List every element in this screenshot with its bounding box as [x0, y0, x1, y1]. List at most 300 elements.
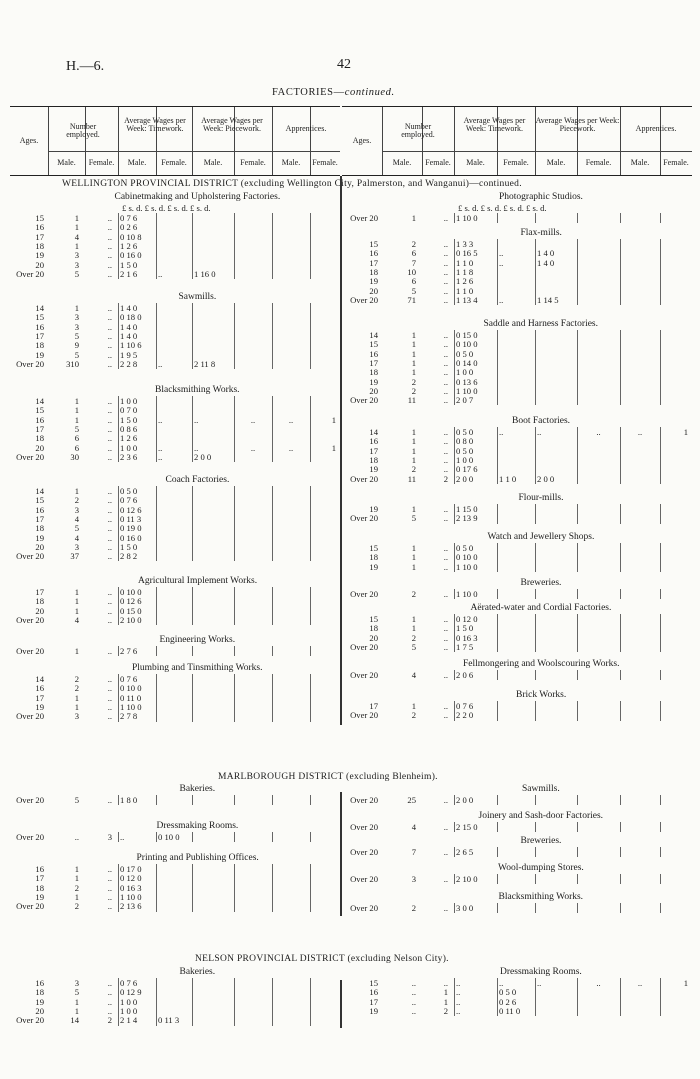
table-row	[10, 796, 340, 805]
header-male: Male.	[57, 158, 76, 167]
female-employed-cell: ..	[443, 552, 448, 563]
table-row	[10, 865, 340, 874]
male-timework-wage-cell: ..	[456, 996, 461, 1007]
male-timework-wage-cell: 0 5 0	[120, 486, 138, 496]
age-cell: 15	[35, 405, 44, 416]
header-ages: Ages.	[352, 136, 372, 145]
table-row	[342, 875, 692, 884]
male-piecework-wage-cell: 1 4 0	[537, 248, 555, 259]
male-timework-wage-cell: 2 13 6	[120, 901, 142, 912]
male-timework-wage-cell: 2 1 6	[120, 268, 138, 279]
table-row	[10, 360, 340, 369]
table-row	[10, 270, 340, 279]
table-row	[342, 702, 692, 711]
table-row	[10, 534, 340, 543]
table-row	[10, 434, 340, 443]
age-cell: 14	[369, 427, 378, 437]
male-timework-wage-cell: ..	[120, 832, 125, 842]
female-employed-cell: ..	[107, 303, 112, 313]
female-employed-cell: ..	[443, 847, 448, 857]
table-row	[10, 332, 340, 341]
male-timework-wage-cell: 2 7 6	[120, 646, 138, 656]
male-timework-wage-cell: 1 10 0	[120, 891, 142, 902]
male-employed-cell: 1	[74, 405, 79, 416]
age-cell: Over 20	[16, 646, 44, 656]
female-employed-cell: ..	[107, 222, 112, 233]
male-apprentices-cell: ..	[288, 442, 294, 453]
male-timework-wage-cell: 0 10 0	[456, 552, 478, 563]
male-employed-cell: 2	[411, 589, 416, 599]
age-cell: Over 20	[16, 711, 44, 722]
section-title: Sawmills.	[178, 292, 217, 302]
age-cell: 15	[369, 978, 378, 988]
male-timework-wage-cell: 0 5 0	[456, 348, 474, 359]
male-timework-wage-cell: 0 8 0	[456, 436, 474, 447]
table-row	[342, 396, 692, 405]
male-employed-cell: 1	[74, 605, 79, 616]
female-employed-cell: ..	[443, 213, 448, 223]
age-cell: 15	[369, 339, 378, 350]
table-row	[10, 304, 340, 313]
header-male: Male.	[203, 158, 223, 167]
female-timework-wage-cell: ..	[499, 427, 504, 437]
table-row	[10, 233, 340, 242]
male-timework-wage-cell: 1 10 0	[120, 701, 142, 712]
male-employed-cell: 1	[74, 996, 79, 1007]
section-title: Agricultural Implement Works.	[138, 576, 258, 586]
female-timework-wage-cell: ..	[158, 451, 163, 462]
table-row	[10, 552, 340, 561]
table-row	[10, 425, 340, 434]
table-row	[10, 988, 340, 997]
male-employed-cell: 2	[74, 674, 79, 684]
female-employed-cell: ..	[107, 978, 112, 988]
female-employed-cell: ..	[443, 445, 448, 456]
male-piecework-wage-cell: ..	[537, 427, 542, 437]
female-employed-cell: ..	[443, 874, 448, 884]
male-employed-cell: 5	[74, 795, 79, 805]
male-employed-cell: 7	[411, 257, 416, 268]
table-row	[342, 296, 692, 305]
table-row	[10, 647, 340, 656]
female-employed-cell: ..	[443, 543, 448, 553]
female-timework-wage-cell: 0 10 0	[158, 832, 180, 842]
age-cell: Over 20	[350, 670, 378, 680]
section-title: Breweries.	[520, 836, 562, 846]
male-employed-cell: 1	[411, 614, 416, 624]
male-employed-cell: 3	[74, 504, 79, 515]
age-cell: 14	[369, 330, 378, 340]
male-timework-wage-cell: 2 2 0	[456, 710, 474, 721]
female-employed-cell: ..	[107, 551, 112, 562]
section-title: Dressmaking Rooms.	[156, 821, 239, 831]
male-employed-cell: ..	[74, 832, 79, 842]
male-employed-cell: 1	[74, 240, 79, 251]
female-employed-cell: ..	[443, 339, 448, 350]
age-cell: 14	[35, 674, 44, 684]
male-timework-wage-cell: 2 15 0	[456, 822, 478, 832]
female-employed-cell: ..	[107, 312, 112, 323]
male-timework-wage-cell: 1 13 4	[456, 294, 478, 305]
age-cell: 17	[35, 873, 44, 884]
female-employed-cell: ..	[107, 330, 112, 341]
age-cell: 18	[35, 882, 44, 893]
female-piecework-wage-cell: ..	[596, 978, 601, 988]
age-cell: 20	[369, 285, 378, 296]
section-title: Wool-dumping Stores.	[498, 863, 584, 873]
female-employed-cell: ..	[443, 623, 448, 634]
table-row	[342, 634, 692, 643]
male-timework-wage-cell: 0 8 6	[120, 423, 138, 434]
male-employed-cell: 1	[74, 222, 79, 233]
male-timework-wage-cell: 1 5 0	[456, 623, 474, 634]
male-timework-wage-cell: 2 0 0	[456, 473, 474, 484]
header-female: Female.	[503, 158, 529, 167]
female-piecework-wage-cell: ..	[596, 427, 601, 437]
header-male: Male.	[630, 158, 650, 167]
age-cell: 16	[35, 321, 44, 332]
header-female: Female.	[312, 158, 338, 167]
male-timework-wage-cell: 3 0 0	[456, 903, 474, 913]
female-employed-cell: ..	[107, 268, 112, 279]
male-timework-wage-cell: 0 5 0	[456, 543, 474, 553]
male-timework-wage-cell: 2 0 0	[456, 795, 474, 805]
female-employed-cell: ..	[443, 427, 448, 437]
table-row	[342, 249, 692, 258]
male-timework-wage-cell: 0 12 6	[120, 596, 142, 607]
male-employed-cell: 5	[74, 423, 79, 434]
district-heading-marlborough: MARLBOROUGH DISTRICT (excluding Blenheim).	[218, 772, 438, 782]
table-row	[342, 350, 692, 359]
female-employed-cell: ..	[443, 504, 448, 514]
currency-units: £ s. d. £ s. d. £ s. d. £ s. d.	[458, 203, 547, 213]
table-row	[10, 223, 340, 232]
table-row	[10, 874, 340, 883]
male-employed-cell: 5	[411, 641, 416, 652]
age-cell: 18	[369, 367, 378, 378]
table-row	[10, 684, 340, 693]
male-piecework-wage-cell: ..	[194, 442, 199, 453]
section-title: Boot Factories.	[512, 416, 571, 426]
male-employed-cell: 71	[407, 294, 416, 305]
male-timework-wage-cell: 0 11 0	[120, 692, 142, 703]
male-employed-cell: 2	[411, 464, 416, 475]
age-cell: Over 20	[350, 795, 378, 805]
female-employed-cell: ..	[107, 541, 112, 552]
age-cell: 18	[369, 552, 378, 563]
female-timework-wage-cell: ..	[158, 442, 163, 453]
header-female: Female.	[585, 158, 612, 167]
header-subrule	[48, 151, 340, 152]
age-cell: 16	[35, 978, 44, 988]
table-row	[10, 416, 340, 425]
male-timework-wage-cell: 0 12 0	[456, 614, 478, 624]
age-cell: 16	[369, 436, 378, 447]
age-cell: 19	[369, 1005, 378, 1016]
table-row	[10, 487, 340, 496]
male-employed-cell: 11	[407, 395, 416, 406]
male-employed-cell: 1	[74, 596, 79, 607]
male-employed-cell: 310	[66, 358, 79, 369]
section-title: Aërated-water and Cordial Factories.	[470, 603, 612, 613]
age-cell: 17	[35, 692, 44, 703]
table-row	[10, 506, 340, 515]
female-piecework-wage-cell: ..	[250, 442, 256, 453]
male-timework-wage-cell: 1 2 6	[120, 240, 138, 251]
male-employed-cell: 4	[411, 670, 416, 680]
header-female: Female.	[425, 158, 451, 167]
female-employed-cell: ..	[443, 395, 448, 406]
male-timework-wage-cell: 1 10 0	[456, 213, 478, 223]
male-timework-wage-cell: 0 10 0	[120, 587, 142, 597]
female-employed-cell: ..	[443, 239, 448, 249]
female-employed-cell: ..	[107, 795, 112, 805]
male-timework-wage-cell: 0 10 0	[456, 339, 478, 350]
female-timework-wage-cell: ..	[158, 358, 163, 369]
female-employed-cell: ..	[107, 683, 112, 694]
male-employed-cell: 10	[407, 266, 416, 277]
male-timework-wage-cell: 0 18 0	[120, 312, 142, 323]
male-timework-wage-cell: 1 10 0	[456, 561, 478, 572]
female-employed-cell: ..	[443, 436, 448, 447]
table-row	[342, 240, 692, 249]
table-row	[342, 563, 692, 572]
table-row	[342, 447, 692, 456]
section-title: Blacksmithing Works.	[498, 892, 584, 902]
female-apprentices-cell: 1	[683, 978, 688, 988]
table-row	[10, 597, 340, 606]
male-timework-wage-cell: 0 16 3	[120, 882, 142, 893]
male-piecework-wage-cell: ..	[537, 978, 542, 988]
table-row	[10, 833, 340, 842]
table-row	[342, 904, 692, 913]
age-cell: 17	[35, 231, 44, 242]
male-timework-wage-cell: 1 7 5	[456, 641, 474, 652]
male-timework-wage-cell: 1 5 0	[120, 259, 138, 270]
table-row	[342, 287, 692, 296]
age-cell: 19	[35, 250, 44, 261]
age-cell: 20	[35, 1005, 44, 1016]
male-employed-cell: 2	[74, 495, 79, 506]
male-employed-cell: 1	[74, 213, 79, 223]
male-timework-wage-cell: 2 7 8	[120, 711, 138, 722]
male-employed-cell: 1	[411, 623, 416, 634]
age-cell: 20	[35, 259, 44, 270]
table-row	[10, 607, 340, 616]
section-title: Bakeries.	[179, 784, 216, 794]
female-employed-cell: ..	[443, 385, 448, 396]
table-row	[342, 848, 692, 857]
age-cell: 19	[35, 996, 44, 1007]
male-employed-cell: 2	[74, 882, 79, 893]
age-cell: Over 20	[350, 822, 378, 832]
male-timework-wage-cell: 1 10 0	[456, 589, 478, 599]
age-cell: Over 20	[16, 614, 44, 625]
female-employed-cell: ..	[107, 504, 112, 515]
female-employed-cell: ..	[107, 414, 112, 425]
table-row	[10, 703, 340, 712]
age-cell: 16	[369, 348, 378, 359]
header-female: Female.	[240, 158, 266, 167]
male-employed-cell: 3	[411, 874, 416, 884]
female-employed-cell: 3	[107, 832, 112, 842]
male-employed-cell: 3	[74, 978, 79, 988]
female-employed-cell: ..	[107, 605, 112, 616]
male-timework-wage-cell: 0 2 6	[120, 222, 138, 233]
female-employed-cell: ..	[107, 433, 112, 444]
female-employed-cell: ..	[107, 442, 112, 453]
female-employed-cell: ..	[107, 451, 112, 462]
section-title: Joinery and Sash-door Factories.	[478, 811, 604, 821]
age-cell: Over 20	[350, 589, 378, 599]
table-row	[10, 998, 340, 1007]
table-row	[10, 496, 340, 505]
female-employed-cell: ..	[443, 376, 448, 387]
female-employed-cell: ..	[443, 357, 448, 368]
table-row	[342, 475, 692, 484]
section-title: Plumbing and Tinsmithing Works.	[132, 663, 263, 673]
male-timework-wage-cell: 1 1 0	[456, 285, 474, 296]
table-row	[10, 444, 340, 453]
header-wages-piecework: Average Wages per Week: Piecework.	[535, 116, 620, 134]
section-title: Cabinetmaking and Upholstering Factories.	[114, 192, 281, 202]
age-cell: Over 20	[16, 832, 44, 842]
age-cell: 18	[369, 454, 378, 465]
male-employed-cell: 14	[70, 1015, 79, 1026]
age-cell: 14	[35, 303, 44, 313]
male-timework-wage-cell: 2 13 9	[456, 513, 478, 524]
female-apprentices-cell: 1	[331, 414, 336, 425]
age-cell: 17	[35, 423, 44, 434]
female-employed-cell: ..	[107, 513, 112, 524]
table-row	[10, 323, 340, 332]
age-cell: 19	[35, 891, 44, 902]
male-timework-wage-cell: 1 4 0	[120, 321, 138, 332]
male-employed-cell: 5	[74, 523, 79, 534]
header-apprentices: Apprentices.	[285, 124, 327, 133]
male-employed-cell: 6	[74, 433, 79, 444]
male-employed-cell: 1	[74, 1005, 79, 1016]
age-cell: Over 20	[16, 901, 44, 912]
table-row	[342, 259, 692, 268]
header-female: Female.	[88, 158, 115, 167]
female-employed-cell: ..	[107, 711, 112, 722]
female-employed-cell: ..	[107, 231, 112, 242]
male-piecework-wage-cell: 1 4 0	[537, 257, 555, 268]
male-employed-cell: 1	[411, 330, 416, 340]
table-row	[342, 979, 692, 988]
male-employed-cell: 1	[411, 454, 416, 465]
table-row	[10, 242, 340, 251]
age-cell: Over 20	[16, 795, 44, 805]
table-row	[342, 268, 692, 277]
header-wages-piecework: Average Wages per Week: Piecework.	[201, 116, 263, 134]
table-row	[342, 378, 692, 387]
page-number: 42	[337, 57, 351, 72]
age-cell: Over 20	[350, 641, 378, 652]
male-employed-cell: 1	[74, 486, 79, 496]
male-timework-wage-cell: 1 3 3	[456, 239, 474, 249]
female-employed-cell: ..	[443, 589, 448, 599]
table-header-left	[10, 106, 340, 176]
age-cell: 20	[35, 442, 44, 453]
female-employed-cell: 2	[443, 1005, 448, 1016]
male-timework-wage-cell: 1 1 8	[456, 266, 474, 277]
male-timework-wage-cell: 1 15 0	[456, 504, 478, 514]
male-timework-wage-cell: 0 16 0	[120, 532, 142, 543]
female-employed-cell: ..	[107, 987, 112, 998]
table-row	[10, 261, 340, 270]
age-cell: Over 20	[16, 551, 44, 562]
male-timework-wage-cell: 1 4 0	[120, 303, 138, 313]
male-employed-cell: 1	[74, 303, 79, 313]
male-piecework-wage-cell: 1 14 5	[537, 294, 559, 305]
age-cell: 17	[369, 357, 378, 368]
male-employed-cell: 4	[411, 822, 416, 832]
male-employed-cell: 1	[411, 213, 416, 223]
male-timework-wage-cell: 0 7 6	[120, 674, 138, 684]
male-employed-cell: 6	[74, 442, 79, 453]
table-row	[10, 893, 340, 902]
male-employed-cell: 3	[74, 321, 79, 332]
male-timework-wage-cell: 0 7 6	[120, 495, 138, 506]
female-employed-cell: ..	[443, 248, 448, 259]
table-row	[342, 1007, 692, 1016]
section-title: Blacksmithing Works.	[155, 385, 240, 395]
male-employed-cell: 1	[411, 445, 416, 456]
section-title: Dressmaking Rooms.	[500, 967, 582, 977]
male-employed-cell: 4	[74, 231, 79, 242]
section-title: Printing and Publishing Offices.	[136, 853, 259, 863]
male-piecework-wage-cell: ..	[194, 414, 199, 425]
age-cell: Over 20	[350, 213, 378, 223]
male-employed-cell: 3	[74, 541, 79, 552]
female-employed-cell: ..	[107, 701, 112, 712]
male-employed-cell: 2	[411, 903, 416, 913]
female-employed-cell: ..	[107, 321, 112, 332]
female-employed-cell: ..	[107, 674, 112, 684]
age-cell: 16	[369, 987, 378, 998]
male-timework-wage-cell: ..	[456, 987, 461, 998]
age-cell: 17	[35, 587, 44, 597]
female-employed-cell: ..	[443, 670, 448, 680]
male-timework-wage-cell: 1 0 0	[120, 996, 138, 1007]
table-row	[342, 711, 692, 720]
female-employed-cell: ..	[107, 240, 112, 251]
table-row	[10, 694, 340, 703]
male-timework-wage-cell: 0 14 0	[456, 357, 478, 368]
male-employed-cell: 1	[411, 504, 416, 514]
age-cell: 18	[35, 240, 44, 251]
female-employed-cell: ..	[443, 641, 448, 652]
female-employed-cell: ..	[107, 692, 112, 703]
male-timework-wage-cell: 1 0 0	[120, 442, 138, 453]
age-cell: 15	[35, 495, 44, 506]
age-cell: Over 20	[16, 451, 44, 462]
male-employed-cell: 37	[70, 551, 79, 562]
table-row	[10, 341, 340, 350]
female-employed-cell: ..	[443, 276, 448, 287]
female-employed-cell: ..	[443, 978, 448, 988]
male-timework-wage-cell: 0 12 9	[120, 987, 142, 998]
male-timework-wage-cell: 2 8 2	[120, 551, 138, 562]
male-employed-cell: 9	[74, 340, 79, 351]
female-employed-cell: ..	[443, 561, 448, 572]
male-timework-wage-cell: 0 17 0	[120, 864, 142, 874]
female-timework-wage-cell: 1 1 0	[499, 473, 517, 484]
male-employed-cell: 1	[74, 646, 79, 656]
male-timework-wage-cell: 1 5 0	[120, 541, 138, 552]
